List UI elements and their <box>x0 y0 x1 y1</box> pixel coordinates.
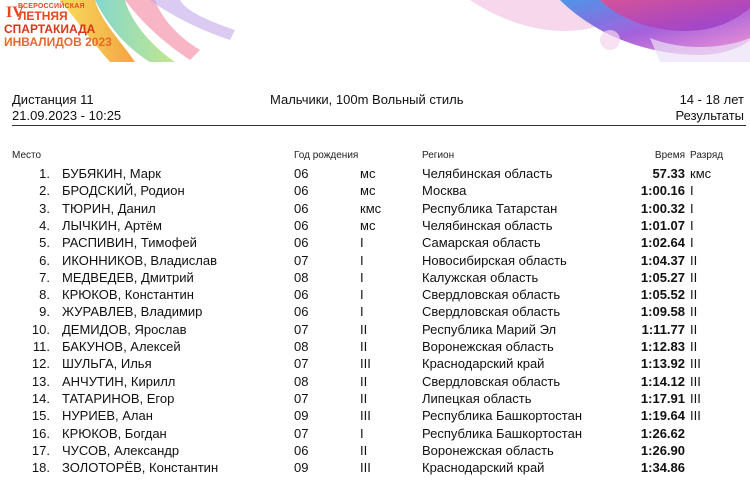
place-cell: 17. <box>31 442 50 458</box>
result-time: 1:13.92 <box>640 356 685 372</box>
current-rank: мс <box>360 183 376 199</box>
place-cell: 14. <box>31 390 50 406</box>
table-row <box>0 374 750 391</box>
place-cell: 10. <box>31 321 50 337</box>
athlete-name: АНЧУТИН, Кирилл <box>62 373 176 389</box>
region-cell: Краснодарский край <box>422 460 545 476</box>
achieved-grade: III <box>690 390 701 406</box>
event-title: Мальчики, 100m Вольный стиль <box>270 92 464 107</box>
place-cell: 8. <box>39 287 50 303</box>
current-rank: I <box>360 269 364 285</box>
current-rank: I <box>360 304 364 320</box>
doc-type-label: Результаты <box>675 108 744 123</box>
birth-year: 06 <box>294 235 309 251</box>
athlete-name: ЗОЛОТОРЁВ, Константин <box>62 460 219 476</box>
athlete-name: ЧУСОВ, Александр <box>62 442 180 458</box>
achieved-grade: II <box>690 304 698 320</box>
column-header-time: Время <box>654 150 685 161</box>
result-time: 1:17.91 <box>640 390 685 406</box>
column-header-place: Место <box>12 150 42 161</box>
athlete-name: РАСПИВИН, Тимофей <box>62 235 197 251</box>
place-cell: 18. <box>31 460 50 476</box>
table-row <box>0 460 750 477</box>
result-time: 1:04.37 <box>640 252 685 268</box>
place-cell: 13. <box>31 373 50 389</box>
place-cell: 3. <box>39 200 50 216</box>
achieved-grade: I <box>690 183 694 199</box>
achieved-grade: кмс <box>690 166 712 181</box>
logo-line-1: ВСЕРОССИЙСКАЯ <box>18 3 85 10</box>
achieved-grade: II <box>690 252 698 268</box>
place-cell: 15. <box>31 408 50 424</box>
birth-year: 07 <box>294 321 309 337</box>
birth-year: 09 <box>294 408 309 424</box>
datetime-label: 21.09.2023 - 10:25 <box>12 108 122 123</box>
birth-year: 07 <box>294 252 309 268</box>
achieved-grade: III <box>690 356 701 372</box>
logo-roman-numeral: IV <box>6 4 24 21</box>
table-row <box>0 235 750 252</box>
region-cell: Республика Татарстан <box>422 200 558 216</box>
birth-year: 07 <box>294 390 309 406</box>
table-row <box>0 183 750 200</box>
athlete-name: КРЮКОВ, Богдан <box>62 425 167 441</box>
achieved-grade: II <box>690 339 698 354</box>
result-time: 1:02.64 <box>640 235 685 251</box>
current-rank: кмс <box>360 200 382 216</box>
place-cell: 1. <box>39 166 50 181</box>
athlete-name: ИКОННИКОВ, Владислав <box>62 252 217 268</box>
table-row <box>0 270 750 287</box>
region-cell: Воронежская область <box>422 339 554 354</box>
region-cell: Самарская область <box>422 235 541 251</box>
athlete-name: БУБЯКИН, Марк <box>62 166 161 181</box>
athlete-name: КРЮКОВ, Константин <box>62 287 194 303</box>
achieved-grade: II <box>690 321 698 337</box>
table-row <box>0 287 750 304</box>
column-header-grade: Разряд <box>690 150 724 161</box>
current-rank: I <box>360 287 364 303</box>
logo-line-3: СПАРТАКИАДА <box>4 22 96 36</box>
athlete-name: ЖУРАВЛЕВ, Владимир <box>62 304 203 320</box>
region-cell: Свердловская область <box>422 287 561 303</box>
birth-year: 06 <box>294 304 309 320</box>
logo-line-2: ЛЕТНЯЯ <box>18 9 68 23</box>
region-cell: Свердловская область <box>422 373 561 389</box>
current-rank: II <box>360 373 368 389</box>
athlete-name: НУРИЕВ, Алан <box>62 408 153 424</box>
result-time: 1:05.27 <box>640 269 685 285</box>
event-logo <box>4 3 112 48</box>
achieved-grade: II <box>690 287 698 303</box>
achieved-grade: I <box>690 217 694 233</box>
birth-year: 09 <box>294 460 309 476</box>
current-rank: III <box>360 408 371 424</box>
result-time: 1:00.32 <box>640 200 685 216</box>
column-header-region: Регион <box>422 150 455 161</box>
birth-year: 07 <box>294 356 309 372</box>
result-time: 1:11.77 <box>641 321 685 337</box>
place-cell: 7. <box>39 269 50 285</box>
table-row <box>0 218 750 235</box>
place-cell: 16. <box>31 425 50 441</box>
result-time: 1:12.83 <box>640 339 685 354</box>
banner-artwork <box>0 0 750 62</box>
current-rank: I <box>360 235 364 251</box>
athlete-name: ТАТАРИНОВ, Егор <box>62 390 175 406</box>
birth-year: 06 <box>294 442 309 458</box>
table-row <box>0 201 750 218</box>
result-time: 1:26.62 <box>640 425 685 441</box>
current-rank: I <box>360 252 364 268</box>
table-row <box>0 426 750 443</box>
birth-year: 06 <box>294 217 309 233</box>
place-cell: 4. <box>39 217 50 233</box>
birth-year: 08 <box>294 339 309 354</box>
region-cell: Республика Марий Эл <box>422 321 557 337</box>
distance-label: Дистанция 11 <box>12 92 94 107</box>
athlete-name: МЕДВЕДЕВ, Дмитрий <box>62 269 194 285</box>
table-row <box>0 322 750 339</box>
place-cell: 11. <box>32 339 50 354</box>
table-row <box>0 253 750 270</box>
result-time: 1:14.12 <box>640 373 685 389</box>
athlete-name: ЛЫЧКИН, Артём <box>62 217 162 233</box>
birth-year: 07 <box>294 425 309 441</box>
table-row <box>0 356 750 373</box>
birth-year: 06 <box>294 166 309 181</box>
table-row <box>0 408 750 425</box>
region-cell: Свердловская область <box>422 304 561 320</box>
region-cell: Москва <box>422 183 467 199</box>
region-cell: Калужская область <box>422 269 539 285</box>
birth-year: 08 <box>294 269 309 285</box>
result-time: 1:05.52 <box>640 287 685 303</box>
achieved-grade: II <box>690 269 698 285</box>
logo-line-4: ИНВАЛИДОВ 2023 <box>4 35 112 49</box>
header-divider <box>12 125 746 126</box>
result-time: 57.33 <box>652 166 685 181</box>
region-cell: Воронежская область <box>422 442 554 458</box>
place-cell: 2. <box>39 183 50 199</box>
table-row <box>0 166 750 183</box>
birth-year: 06 <box>294 200 309 216</box>
result-time: 1:26.90 <box>640 442 685 458</box>
birth-year: 06 <box>294 183 309 199</box>
result-time: 1:00.16 <box>640 183 685 199</box>
column-header-year: Год рождения <box>294 150 359 161</box>
achieved-grade: I <box>690 235 694 251</box>
birth-year: 06 <box>294 287 309 303</box>
result-time: 1:09.58 <box>640 304 685 320</box>
current-rank: II <box>360 321 368 337</box>
result-time: 1:34.86 <box>640 460 685 476</box>
current-rank: I <box>360 425 364 441</box>
place-cell: 12. <box>31 356 50 372</box>
region-cell: Республика Башкортостан <box>422 408 582 424</box>
table-row <box>0 443 750 460</box>
achieved-grade: III <box>690 373 701 389</box>
table-row <box>0 339 750 356</box>
athlete-name: ДЕМИДОВ, Ярослав <box>62 321 187 337</box>
athlete-name: БРОДСКИЙ, Родион <box>62 183 185 199</box>
region-cell: Новосибирская область <box>422 252 567 268</box>
region-cell: Краснодарский край <box>422 356 545 372</box>
current-rank: II <box>360 390 368 406</box>
place-cell: 5. <box>39 235 50 251</box>
athlete-name: ШУЛЬГА, Илья <box>62 356 152 372</box>
table-row <box>0 391 750 408</box>
region-cell: Челябинская область <box>422 166 553 181</box>
athlete-name: ТЮРИН, Данил <box>62 200 156 216</box>
current-rank: III <box>360 460 371 476</box>
birth-year: 08 <box>294 373 309 389</box>
current-rank: мс <box>360 166 376 181</box>
achieved-grade: I <box>690 200 694 216</box>
region-cell: Республика Башкортостан <box>422 425 582 441</box>
table-row <box>0 304 750 321</box>
header-banner <box>0 0 750 62</box>
region-cell: Челябинская область <box>422 217 553 233</box>
current-rank: II <box>360 442 368 458</box>
current-rank: III <box>360 356 371 372</box>
achieved-grade: III <box>690 408 701 424</box>
result-time: 1:01.07 <box>640 217 685 233</box>
place-cell: 9. <box>39 304 50 320</box>
place-cell: 6. <box>39 252 50 268</box>
region-cell: Липецкая область <box>422 390 532 406</box>
current-rank: II <box>360 339 368 354</box>
current-rank: мс <box>360 217 376 233</box>
athlete-name: БАКУНОВ, Алексей <box>62 339 181 354</box>
age-group-label: 14 - 18 лет <box>679 92 744 107</box>
result-time: 1:19.64 <box>640 408 685 424</box>
